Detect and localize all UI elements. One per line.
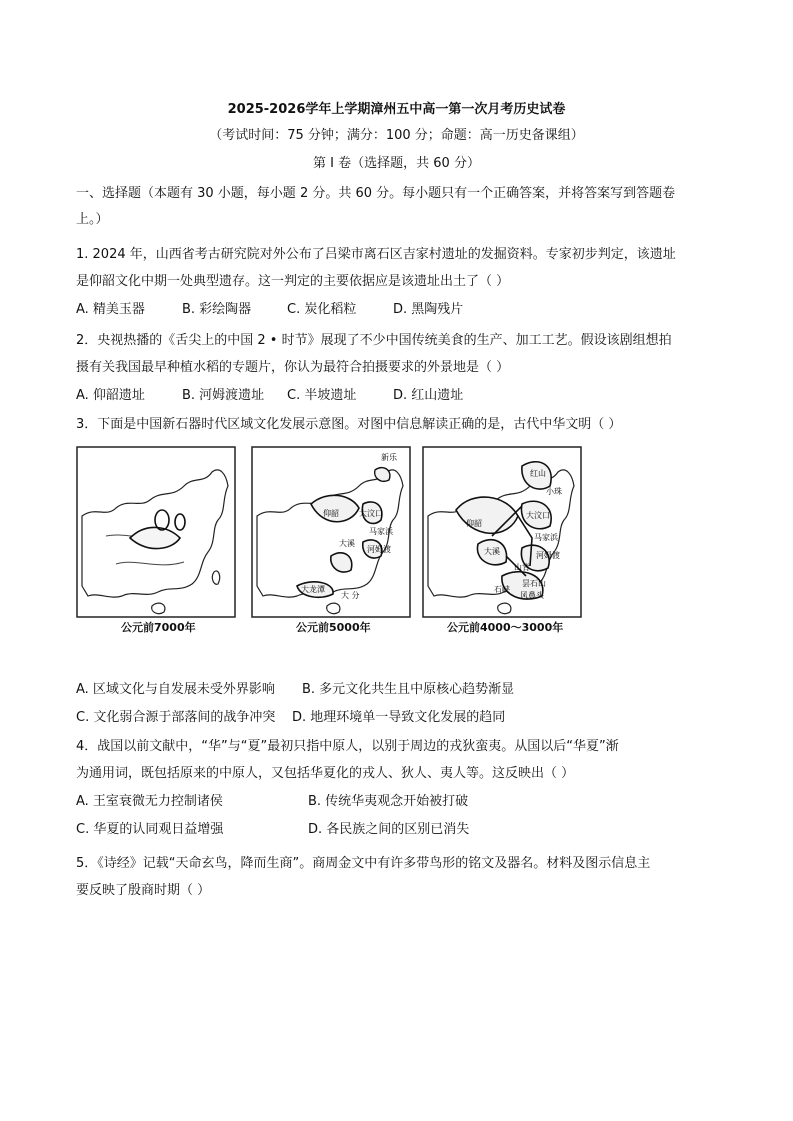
map-4000bc-label-dawenkou: 大汶口: [526, 511, 550, 520]
map-5000bc-label-majiabang: 马家浜: [369, 527, 393, 536]
question-2-option-b[interactable]: B. 河姆渡遗址: [182, 388, 265, 403]
question-1-stem-2: 是仰韶文化中期一处典型遗存。这一判定的主要依据应是该遗址出土了（ ）: [76, 274, 510, 289]
instructions-line-2: 上。）: [76, 212, 109, 227]
map-4000-3000bc-drawing: [422, 446, 582, 618]
neolithic-culture-maps-figure: [76, 446, 582, 636]
map-5000bc-label-yangshao: 仰韶: [323, 509, 339, 518]
question-1-stem-1: 1. 2024 年，山西省考古研究院对外公布了吕梁市离石区吉家村遗址的发掘资料。专家初步判定，该遗址: [76, 247, 676, 262]
exam-subtitle: （考试时间：75 分钟；满分：100 分；命题：高一历史备课组）: [209, 128, 584, 143]
map-4000bc-label-hongshan: 红山: [530, 469, 546, 478]
map-4000bc-label-yangshao: 仰韶: [466, 519, 482, 528]
question-3-option-a[interactable]: A. 区域文化与自发展未受外界影响: [76, 682, 275, 697]
map-7000bc-caption: 公元前7000年: [121, 621, 196, 634]
map-4000bc-label-shixia: 石峡: [494, 585, 510, 594]
question-4-option-c[interactable]: C. 华夏的认同观日益增强: [76, 822, 224, 837]
map-5000bc-label-dawenkou: 大汶口: [359, 509, 383, 518]
exam-title: 2025-2026学年上学期漳州五中高一第一次月考历史试卷: [227, 102, 566, 117]
map-5000bc-label-dalongtan: 大龙潭: [301, 585, 325, 594]
map-4000-3000bc-caption: 公元前4000～3000年: [447, 621, 564, 634]
map-5000bc-label-hemudu: 河姆渡: [367, 545, 391, 554]
question-2-option-c[interactable]: C. 半坡遗址: [287, 388, 357, 403]
question-2-stem-1: 2．央视热播的《舌尖上的中国 2 • 时节》展现了不少中国传统美食的生产、加工工艺。假设该剧组想拍: [76, 333, 672, 348]
map-5000bc-drawing: [251, 446, 411, 618]
question-5-stem-1: 5．《诗经》记载“天命玄鸟，降而生商”。商周金文中有许多带鸟形的铭文及器名。材料及图示信息主: [76, 856, 651, 871]
question-4-option-d[interactable]: D. 各民族之间的区别已消失: [308, 822, 470, 837]
map-4000bc-label-tanshishan: 昙石山: [522, 579, 546, 588]
instructions-line-1: 一、选择题（本题有 30 小题，每小题 2 分。共 60 分。每小题只有一个正确答案，并将答案写到答题卷: [76, 186, 676, 201]
question-3-option-d[interactable]: D. 地理环境单一导致文化发展的趋同: [292, 710, 506, 725]
question-4-stem-1: 4．战国以前文献中，“华”与“夏”最初只指中原人，以别于周边的戎狄蛮夷。从国以后“华夏”渐: [76, 739, 619, 754]
map-4000bc-label-fengbitou: 风鼻头: [520, 591, 544, 600]
question-4-option-a[interactable]: A. 王室衰微无力控制诸侯: [76, 794, 223, 809]
question-3-option-b[interactable]: B. 多元文化共生且中原核心趋势渐显: [302, 682, 515, 697]
question-2-stem-2: 摄有关我国最早种植水稻的专题片，你认为最符合拍摄要求的外景地是（ ）: [76, 360, 510, 375]
question-5-stem-2: 要反映了殷商时期（ ）: [76, 883, 211, 898]
map-5000bc-label-daxi: 大溪: [339, 539, 355, 548]
question-1-option-c[interactable]: C. 炭化稻粒: [287, 302, 357, 317]
question-4-stem-2: 为通用词，既包括原来的中原人，又包括华夏化的戎人、狄人、夷人等。这反映出（ ）: [76, 766, 575, 781]
map-7000bc: [76, 446, 236, 636]
map-4000bc-label-hemudu: 河姆渡: [536, 551, 560, 560]
question-2-option-d[interactable]: D. 红山遗址: [393, 388, 464, 403]
map-5000bc-label-xinle: 新乐: [381, 453, 397, 462]
map-5000bc-label-dafen: 大 分: [341, 591, 360, 600]
question-3-option-c[interactable]: C. 文化弱合源于部落间的战争冲突: [76, 710, 276, 725]
volume-heading: 第 I 卷（选择题，共 60 分）: [313, 156, 480, 171]
question-1-option-b[interactable]: B. 彩绘陶器: [182, 302, 252, 317]
map-5000bc: [251, 446, 411, 636]
question-2-option-a[interactable]: A. 仰韶遗址: [76, 388, 145, 403]
map-7000bc-drawing: [76, 446, 236, 618]
question-3-stem-1: 3．下面是中国新石器时代区域文化发展示意图。对图中信息解读正确的是，古代中华文明（ ）: [76, 417, 622, 432]
map-5000bc-caption: 公元前5000年: [296, 621, 371, 634]
map-4000-3000bc: [422, 446, 582, 636]
question-1-option-a[interactable]: A. 精美玉器: [76, 302, 145, 317]
map-4000bc-label-xiaozhu: 小珠: [546, 487, 562, 496]
question-4-option-b[interactable]: B. 传统华夷观念开始被打破: [308, 794, 469, 809]
map-4000bc-label-daxi: 大溪: [484, 547, 500, 556]
question-1-option-d[interactable]: D. 黑陶残片: [393, 302, 464, 317]
map-4000bc-label-majiabang: 马家浜: [534, 533, 558, 542]
map-4000bc-label-shanbei: 山背: [514, 563, 530, 572]
